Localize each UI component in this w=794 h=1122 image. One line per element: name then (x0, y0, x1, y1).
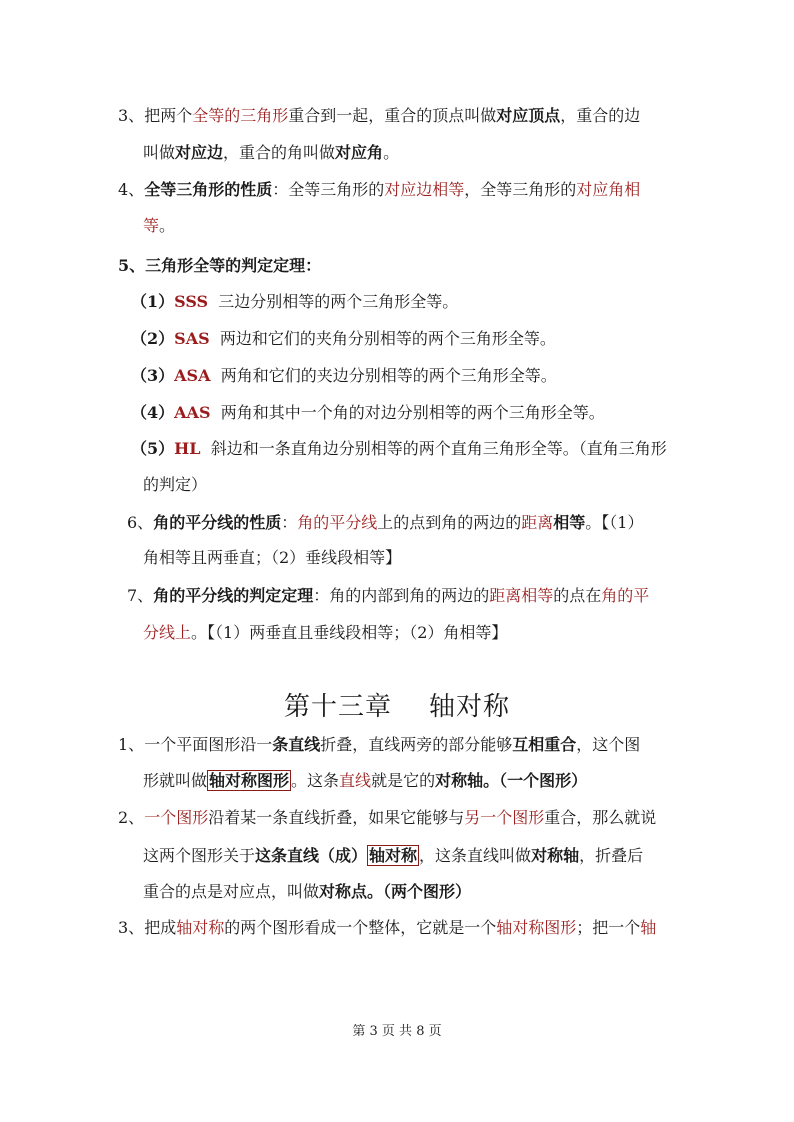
highlight-term: 角的平分线 (297, 513, 378, 532)
highlight-term: 轴对称图形 (496, 918, 577, 937)
highlight-term: 对应边相等 (384, 180, 465, 199)
bold-term: 对称轴 (531, 846, 580, 865)
item-7-line-2: 分线上。【（1）两垂直且垂线段相等；（2）角相等】 (143, 623, 508, 642)
bold-term: 对应边 (175, 143, 224, 162)
bold-term: 对应角 (335, 143, 384, 162)
item-number: 6、 (127, 513, 154, 532)
theorem-abbr: SSS (174, 292, 209, 311)
highlight-term: 距离 (521, 513, 554, 532)
item-number: 1、 (118, 735, 145, 754)
item-5-heading: 5、三角形全等的判定定理： (118, 256, 322, 275)
theorem-abbr: AAS (174, 403, 211, 422)
page-number: 第 3 页 共 8 页 (352, 1024, 442, 1039)
sym-item-1-line-1: 1、一个平面图形沿一条直线折叠，直线两旁的部分能够互相重合，这个图 (118, 735, 641, 754)
item-4-line-1: 4、全等三角形的性质：全等三角形的对应边相等，全等三角形的对应角相 (118, 180, 641, 199)
bold-term: 对称轴 (435, 771, 484, 790)
item-6-line-2: 角相等且两垂直；（2）垂线段相等】 (143, 548, 402, 567)
highlight-term: 另一个图形 (464, 808, 545, 827)
highlight-term: 直线 (339, 771, 372, 790)
theorem-hl: （5）HL 斜边和一条直角边分别相等的两个直角三角形全等。（直角三角形 (131, 439, 667, 458)
sym-item-3-line-1: 3、把成轴对称的两个图形看成一个整体，它就是一个轴对称图形；把一个轴 (118, 918, 657, 937)
highlight-term: 分线上 (143, 623, 192, 642)
theorem-abbr: HL (174, 439, 201, 458)
chapter-title: 第十三章 轴对称 (283, 692, 511, 722)
item-number: 2、 (118, 808, 145, 827)
highlight-term: 角的平 (601, 586, 650, 605)
theorem-hl-line-2: 的判定） (143, 475, 208, 494)
bold-term: 对应顶点 (496, 106, 561, 125)
highlight-term: 距离相等 (489, 586, 554, 605)
theorem-sss: （1）SSS 三边分别相等的两个三角形全等。 (131, 292, 459, 311)
item-3-line-2: 叫做对应边，重合的角叫做对应角。 (143, 143, 400, 162)
theorem-abbr: ASA (174, 366, 211, 385)
highlight-term: 一个图形 (144, 808, 209, 827)
item-4-line-2: 等。 (143, 216, 176, 235)
boxed-term: 轴对称 (369, 846, 418, 865)
sym-item-2-line-3: 重合的点是对应点，叫做对称点。（两个图形） (143, 882, 472, 901)
highlight-term: 全等的三角形 (192, 106, 289, 125)
item-number: 7、 (127, 586, 154, 605)
item-6-line-1: 6、角的平分线的性质：角的平分线上的点到角的两边的距离相等。【（1） (127, 513, 644, 532)
bold-term: 全等三角形的性质 (144, 180, 273, 199)
item-3-line-1: 3、把两个全等的三角形重合到一起，重合的顶点叫做对应顶点，重合的边 (118, 106, 641, 125)
bold-term: 角的平分线的判定定理 (153, 586, 314, 605)
sym-item-2-line-1: 2、一个图形沿着某一条直线折叠，如果它能够与另一个图形重合，那么就说 (118, 808, 657, 827)
theorem-asa: （3）ASA 两角和它们的夹边分别相等的两个三角形全等。 (131, 366, 557, 385)
highlight-term: 轴对称 (176, 918, 225, 937)
sym-item-1-line-2: 形就叫做 轴对称图形 。这条直线就是它的对称轴。（一个图形） (143, 771, 588, 790)
item-number: 3、 (118, 918, 145, 937)
highlight-term: 对应角相 (576, 180, 641, 199)
bold-term: 相等 (553, 513, 586, 532)
bold-term: 互相重合 (512, 735, 577, 754)
highlight-term: 等 (143, 216, 160, 235)
highlight-term: 轴 (640, 918, 657, 937)
item-number: 4、 (118, 180, 145, 199)
theorem-aas: （4）AAS 两角和其中一个角的对边分别相等的两个三角形全等。 (131, 403, 605, 422)
theorem-sas: （2）SAS 两边和它们的夹角分别相等的两个三角形全等。 (131, 329, 556, 348)
sym-item-2-line-2: 这两个图形关于这条直线（成） 轴对称 ，这条直线叫做对称轴，折叠后 (143, 846, 644, 865)
bold-term: 角的平分线的性质 (153, 513, 282, 532)
item-7-line-1: 7、角的平分线的判定定理：角的内部到角的两边的距离相等的点在角的平 (127, 586, 650, 605)
item-number: 3、 (118, 106, 145, 125)
bold-term: 对称点 (319, 882, 368, 901)
bold-term: 条直线 (272, 735, 321, 754)
boxed-term: 轴对称图形 (209, 771, 290, 790)
theorem-abbr: SAS (174, 329, 210, 348)
bold-term: 这条直线（成） (255, 846, 368, 865)
